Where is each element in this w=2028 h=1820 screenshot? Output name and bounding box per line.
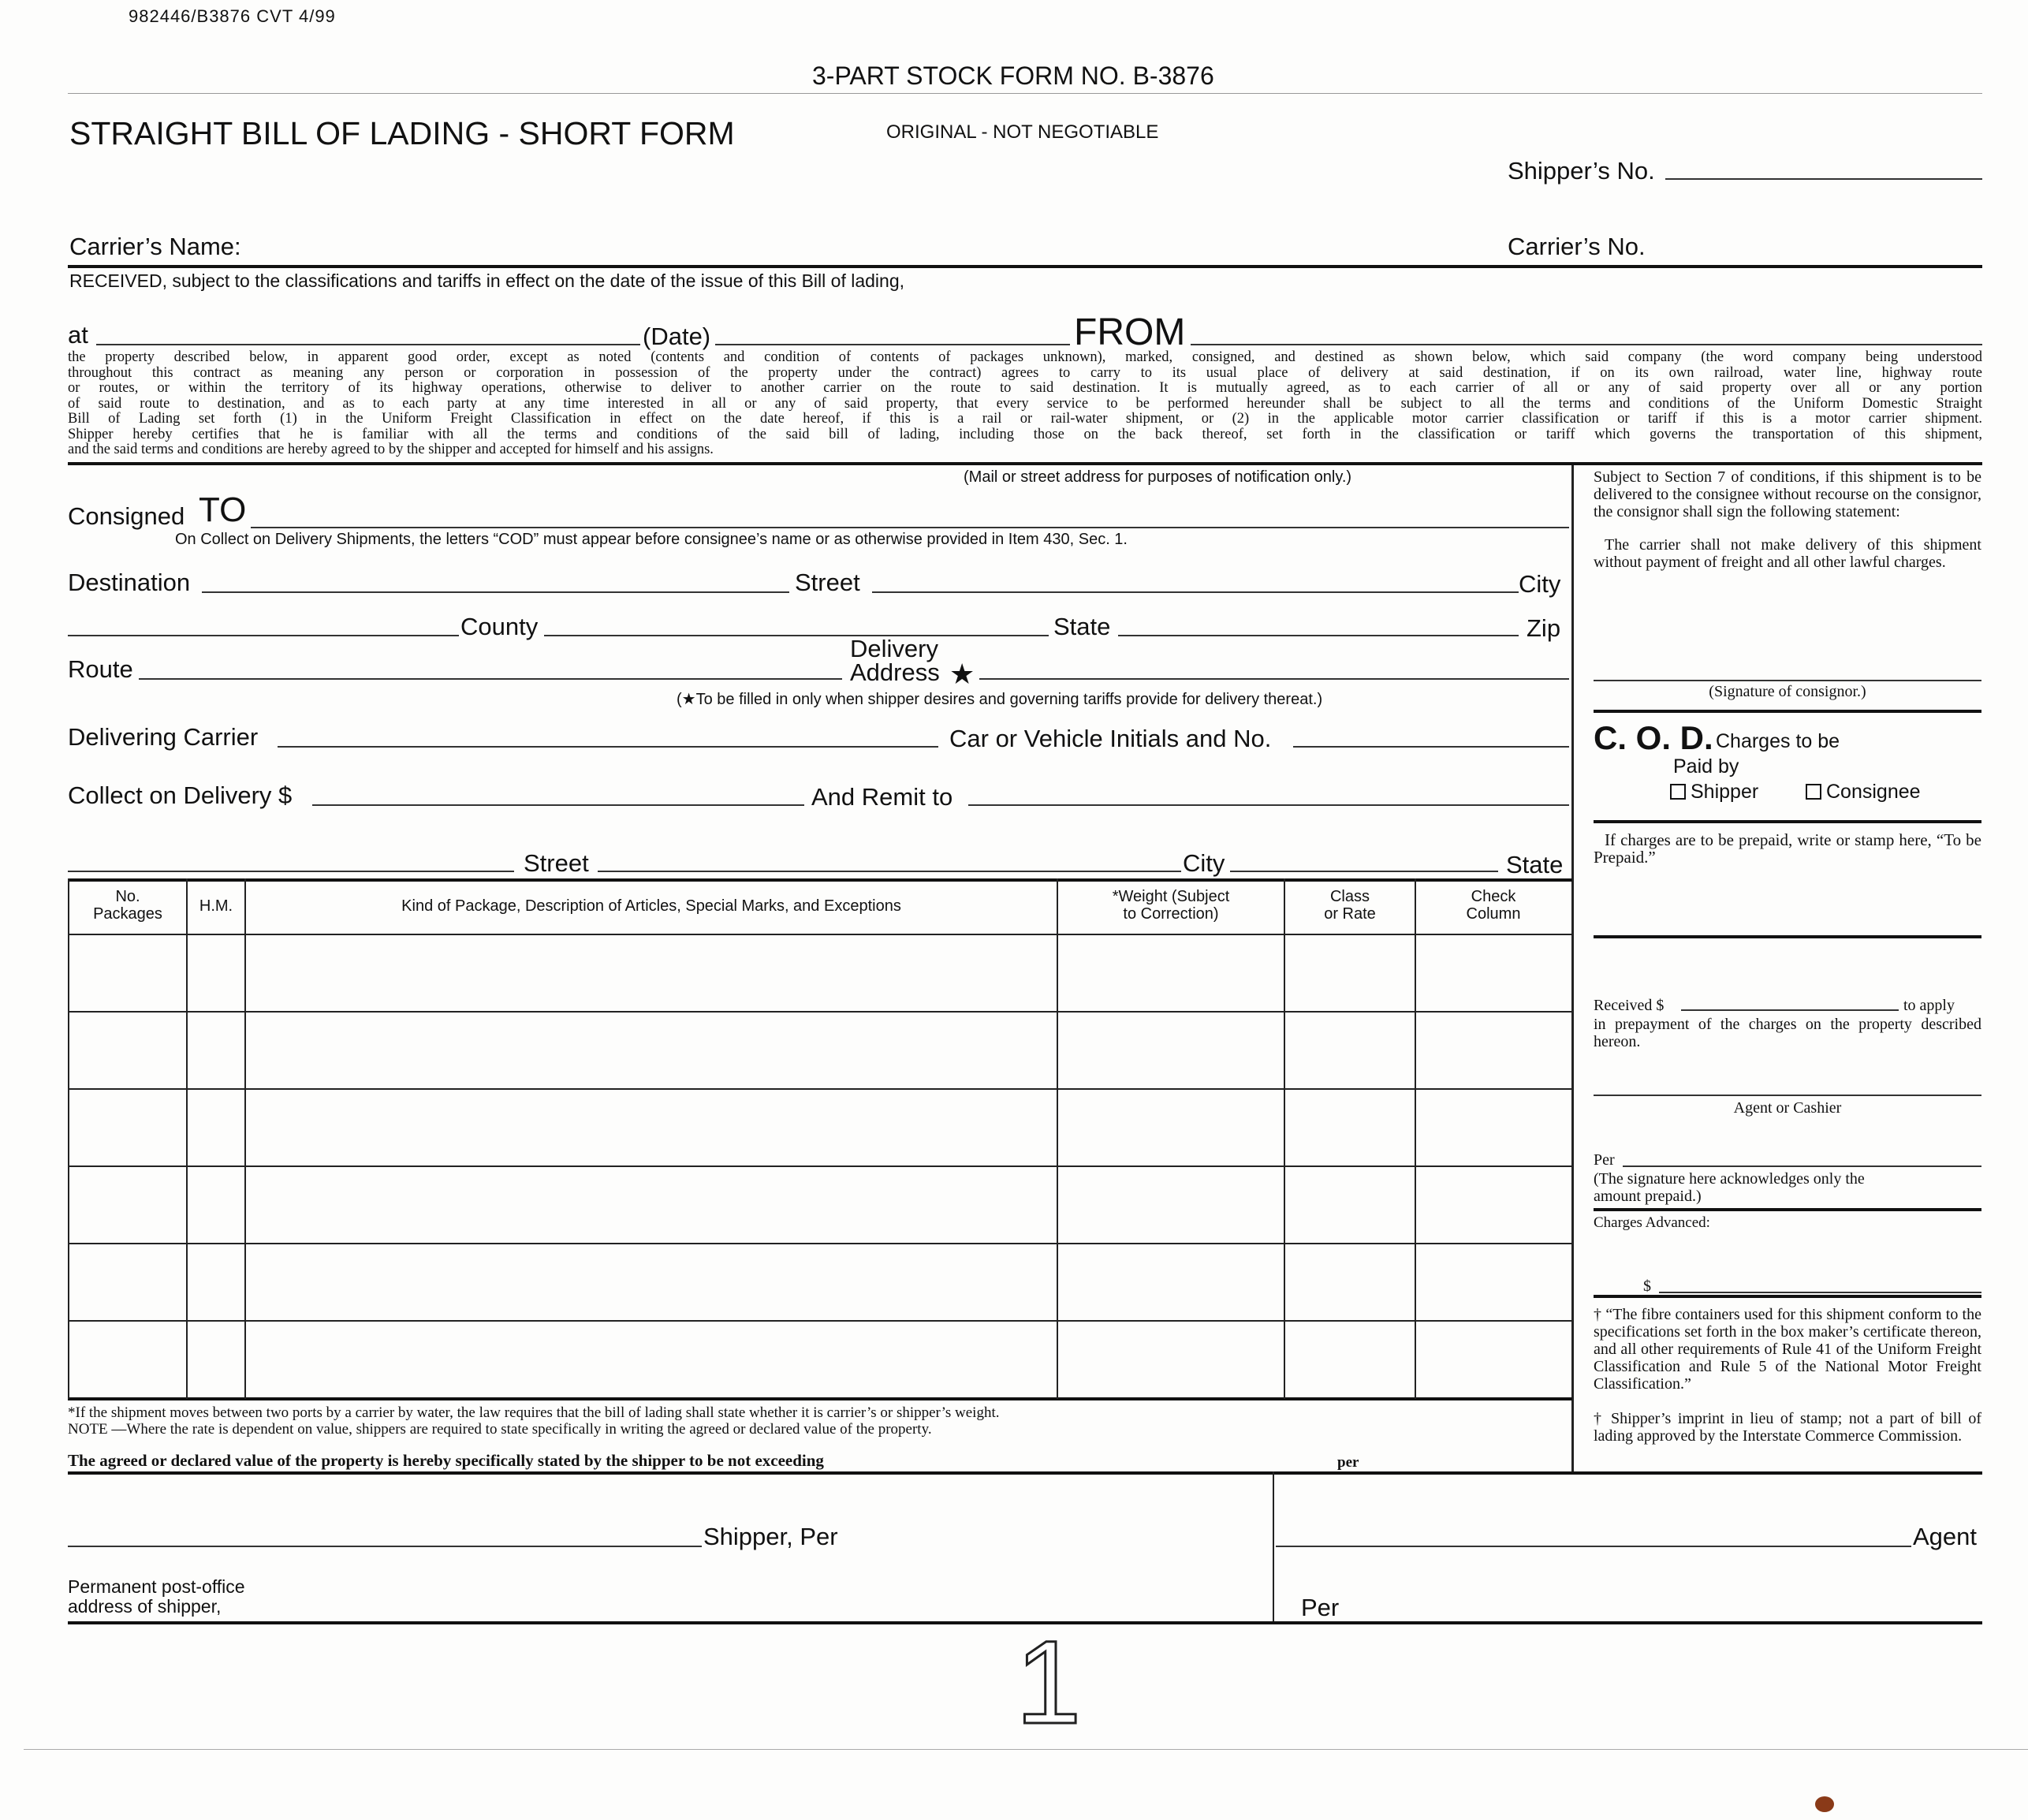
shippers-no-field[interactable] bbox=[1665, 178, 1982, 180]
checkbox-icon bbox=[1670, 784, 1686, 800]
agent-signature-field[interactable] bbox=[1276, 1546, 1911, 1547]
agent-cashier-field[interactable] bbox=[1594, 1095, 1981, 1096]
street2-label: Street bbox=[524, 849, 589, 877]
header-class-rate: Class or Rate bbox=[1324, 888, 1376, 923]
route-field[interactable] bbox=[139, 678, 842, 680]
agent-cashier-label: Agent or Cashier bbox=[1733, 1099, 1842, 1117]
per-sidebar-field[interactable] bbox=[1623, 1165, 1981, 1167]
date-label: (Date) bbox=[643, 323, 711, 350]
table-row-line bbox=[68, 1011, 1572, 1013]
declared-value-field[interactable] bbox=[915, 1454, 1325, 1470]
perforation-line bbox=[24, 1749, 2028, 1750]
per-sidebar-label: Per bbox=[1594, 1151, 1615, 1169]
table-header-border bbox=[68, 934, 1572, 935]
page-title: STRAIGHT BILL OF LADING - SHORT FORM bbox=[69, 115, 735, 151]
terms-line: Bill of Lading set forth (1) in the Uniform Freight Classification in effect on the date hereof, if this is a rail or rail-water shipment, or (2) in the applicable motor carrier classification or tariff if this is a motor carrier shipment. bbox=[68, 411, 1982, 427]
received-label: Received $ bbox=[1594, 997, 1665, 1014]
note-footnote: NOTE —Where the rate is dependent on value, shippers are required to state specifically in writing the agreed or declared value of the property. bbox=[68, 1421, 932, 1438]
county-field[interactable] bbox=[544, 635, 1049, 636]
header-weight: *Weight (Subject to Correction) bbox=[1112, 888, 1230, 923]
delivering-carrier-label: Delivering Carrier bbox=[68, 723, 259, 751]
original-note: ORIGINAL - NOT NEGOTIABLE bbox=[886, 121, 1159, 143]
from-field[interactable] bbox=[1191, 344, 1982, 345]
table-row-line bbox=[68, 1320, 1572, 1322]
checkbox-icon bbox=[1806, 784, 1821, 800]
state2-label: State bbox=[1506, 851, 1564, 878]
street-field[interactable] bbox=[872, 591, 1519, 593]
copy-number: 1 bbox=[1016, 1616, 1082, 1748]
terms-line: Shipper hereby certifies that he is familiar with all the terms and conditions of the said bill of lading, including those on the back thereof, set forth in the classification or tariff which governs the transportation of this shipment, bbox=[68, 426, 1982, 442]
consignee-option-label: Consignee bbox=[1826, 781, 1921, 803]
table-col-line bbox=[68, 878, 69, 1399]
county-label: County bbox=[460, 613, 539, 640]
car-vehicle-label: Car or Vehicle Initials and No. bbox=[949, 725, 1272, 752]
fibre-note: † “The fibre containers used for this shipment conform to the specifications set forth in the box maker’s certificate thereon, and all other requirements of Rule 41 of the Uniform Freight Classification and Rule 5 of the National Motor Freight Classification.” bbox=[1594, 1306, 1981, 1393]
cod-note: On Collect on Delivery Shipments, the letters “COD” must appear before consignee’s name or as otherwise provided in Item 430, Sec. 1. bbox=[175, 531, 1128, 548]
city-label: City bbox=[1519, 570, 1561, 598]
car-vehicle-field[interactable] bbox=[1293, 746, 1569, 748]
cod-charges-label: Charges to be bbox=[1716, 730, 1840, 752]
delivering-carrier-field[interactable] bbox=[278, 746, 938, 748]
shipper-signature-field[interactable] bbox=[68, 1546, 702, 1547]
table-row-line bbox=[68, 1088, 1572, 1090]
carrier-divider bbox=[68, 265, 1982, 268]
charges-advanced-field[interactable] bbox=[1659, 1292, 1981, 1293]
table-col-line bbox=[1415, 878, 1416, 1399]
zip-label: Zip bbox=[1527, 614, 1561, 642]
agent-label: Agent bbox=[1913, 1523, 1978, 1550]
imprint-note: † Shipper’s imprint in lieu of stamp; not a part of bill of lading approved by the Interstate Commerce Commission. bbox=[1594, 1410, 1981, 1445]
table-row-line bbox=[68, 1165, 1572, 1167]
address-label: Address bbox=[850, 658, 940, 686]
star-icon: ★ bbox=[949, 658, 975, 690]
cod-title: C. O. D. bbox=[1594, 719, 1713, 756]
carriers-name-label: Carrier’s Name: bbox=[69, 233, 241, 260]
table-col-line bbox=[1284, 878, 1285, 1399]
county-prefix-field[interactable] bbox=[68, 635, 459, 636]
signature-consignor-label: (Signature of consignor.) bbox=[1709, 683, 1866, 700]
terms-line: or routes, or within the territory of its highway operations, otherwise to deliver to another carrier on the route to said destination. It is mutually agreed, as to each carrier of all or any of said property over all or any portion bbox=[68, 380, 1982, 396]
dollar-label: $ bbox=[1643, 1277, 1651, 1295]
at-field[interactable] bbox=[96, 344, 640, 345]
form-code: 982446/B3876 CVT 4/99 bbox=[129, 6, 336, 26]
shipper-option-label: Shipper bbox=[1691, 781, 1759, 803]
prepaid-stamp-area[interactable] bbox=[1594, 867, 1981, 935]
terms-line: the property described below, in apparent good order, except as noted (contents and condition of contents of packages unknown), marked, consigned, and destined as shown below, which said company (the word company being understood bbox=[68, 349, 1982, 365]
received-text: RECEIVED, subject to the classifications and tariffs in effect on the date of the issue of this Bill of lading, bbox=[69, 270, 904, 291]
to-apply-label: to apply bbox=[1903, 997, 1955, 1014]
at-label: at bbox=[68, 321, 88, 349]
state-field[interactable] bbox=[1118, 635, 1519, 636]
from-label: FROM bbox=[1074, 311, 1186, 353]
remit-street-field[interactable] bbox=[598, 871, 1181, 872]
sidebar-divider-1 bbox=[1594, 710, 1981, 713]
consigned-label: Consigned bbox=[68, 502, 185, 530]
paid-by-label: Paid by bbox=[1673, 755, 1739, 778]
shippers-no-label: Shipper’s No. bbox=[1508, 157, 1655, 185]
sidebar-divider-5 bbox=[1594, 1295, 1981, 1298]
shipper-per-label: Shipper, Per bbox=[703, 1523, 838, 1550]
mail-note: (Mail or street address for purposes of notification only.) bbox=[964, 468, 1352, 486]
terms-divider bbox=[68, 462, 1982, 465]
top-divider bbox=[68, 93, 1982, 94]
permanent-address-label: Permanent post-office address of shipper, bbox=[68, 1576, 245, 1617]
collect-amount-field[interactable] bbox=[312, 804, 804, 806]
destination-field[interactable] bbox=[202, 591, 789, 593]
section7-text: Subject to Section 7 of conditions, if this shipment is to be delivered to the consignee without recourse on the consignor, the consignor shall sign the following statement: bbox=[1594, 468, 1981, 520]
collect-on-delivery-label: Collect on Delivery $ bbox=[68, 781, 293, 809]
declared-value-text: The agreed or declared value of the property is hereby specifically stated by the shipper to be not exceeding bbox=[68, 1451, 824, 1470]
terms-line: throughout this contract as meaning any person or corporation in possession of the property under the contract) agrees to carry to its usual place of delivery at said destination, if on its own railroad, water line, highway route bbox=[68, 364, 1982, 381]
delivery-label: Delivery bbox=[850, 635, 938, 662]
header-description: Kind of Package, Description of Articles, Special Marks, and Exceptions bbox=[401, 897, 901, 915]
consignee-checkbox[interactable] bbox=[1806, 781, 1921, 804]
per-label: per bbox=[1337, 1454, 1359, 1471]
sidebar-divider-4 bbox=[1594, 1208, 1981, 1211]
signature-divider bbox=[1273, 1471, 1274, 1623]
date-field[interactable] bbox=[715, 344, 1070, 345]
remit-city-field[interactable] bbox=[1230, 871, 1498, 872]
table-row-line bbox=[68, 1243, 1572, 1244]
per2-label: Per bbox=[1301, 1594, 1340, 1621]
to-label: TO bbox=[199, 490, 247, 529]
signature-top-border bbox=[68, 1471, 1982, 1475]
delivery-note: (★To be filled in only when shipper desires and governing tariffs provide for delivery thereat.) bbox=[677, 691, 1323, 708]
street-label: Street bbox=[795, 569, 860, 596]
carriers-no-label: Carrier’s No. bbox=[1508, 233, 1646, 260]
terms-line: of said route to destination, and as to each party at any time interested in all or any of said property, that every service to be performed hereunder shall be subject to all the terms and conditions of the Uniform Domestic Straight bbox=[68, 395, 1982, 412]
weight-footnote: *If the shipment moves between two ports by a carrier by water, the law requires that the bill of lading shall state whether it is carrier’s or shipper’s weight. bbox=[68, 1404, 1000, 1421]
state-label: State bbox=[1053, 613, 1111, 640]
shipper-checkbox[interactable] bbox=[1670, 781, 1758, 804]
delivery-address-field[interactable] bbox=[979, 678, 1569, 680]
header-hm: H.M. bbox=[199, 897, 233, 915]
table-top-border bbox=[68, 878, 1572, 882]
remit-to-field[interactable] bbox=[968, 804, 1569, 806]
corner-mark bbox=[1815, 1796, 1834, 1812]
remit-street-prefix-field[interactable] bbox=[68, 871, 514, 872]
table-col-line bbox=[186, 878, 188, 1399]
sidebar-divider-2 bbox=[1594, 820, 1981, 823]
consignee-field[interactable] bbox=[251, 527, 1569, 528]
received-amount-field[interactable] bbox=[1681, 1009, 1899, 1011]
city2-label: City bbox=[1183, 849, 1225, 877]
route-label: Route bbox=[68, 655, 133, 683]
table-col-line bbox=[1057, 878, 1058, 1399]
charges-advanced-label: Charges Advanced: bbox=[1594, 1214, 1710, 1231]
carrier-statement: The carrier shall not make delivery of this shipment without payment of freight and all other lawful charges. bbox=[1594, 536, 1981, 571]
prepaid-note: If charges are to be prepaid, write or stamp here, “To be Prepaid.” bbox=[1594, 830, 1981, 867]
header-no-packages: No. Packages bbox=[93, 888, 162, 923]
prepayment-text: in prepayment of the charges on the property described hereon. bbox=[1594, 1016, 1981, 1050]
remit-to-label: And Remit to bbox=[811, 783, 953, 811]
signature-ack: (The signature here acknowledges only the amount prepaid.) bbox=[1594, 1170, 1865, 1205]
terms-line: and the said terms and conditions are hereby agreed to by the shipper and accepted for himself and his assigns. bbox=[68, 442, 714, 457]
header-check-column: Check Column bbox=[1466, 888, 1521, 923]
destination-label: Destination bbox=[68, 569, 191, 596]
consignor-signature-field[interactable] bbox=[1594, 680, 1981, 681]
table-col-line bbox=[244, 878, 246, 1399]
sidebar-divider-3 bbox=[1594, 935, 1981, 938]
table-bottom-border bbox=[68, 1397, 1572, 1400]
stock-form-number: 3-PART STOCK FORM NO. B-3876 bbox=[812, 62, 1214, 90]
terms-paragraph bbox=[68, 350, 1982, 458]
